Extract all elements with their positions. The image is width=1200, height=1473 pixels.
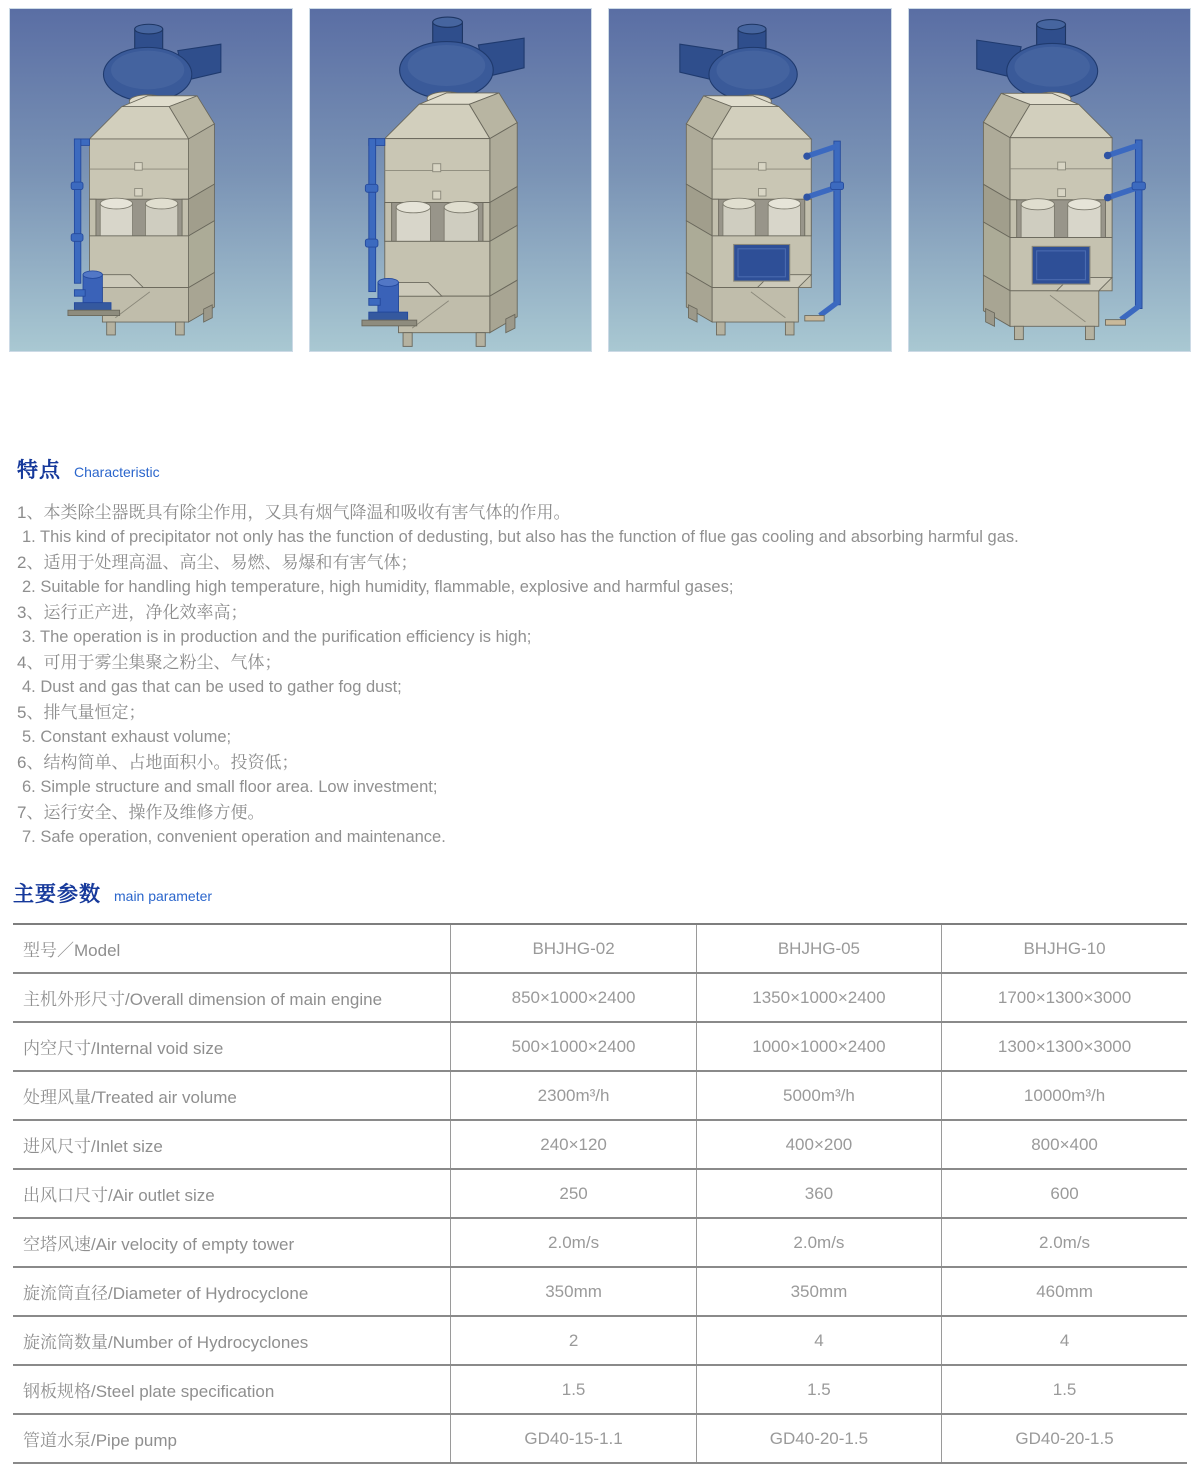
param-value-cell: 4 (696, 1316, 941, 1365)
param-model-cell: BHJHG-05 (696, 924, 941, 973)
param-value-cell: 2300m³/h (451, 1071, 696, 1120)
param-value-cell: 4 (942, 1316, 1187, 1365)
param-value-cell: 350mm (696, 1267, 941, 1316)
parameters-heading (13, 878, 1187, 908)
param-value-cell: 850×1000×2400 (451, 973, 696, 1022)
dust-collector-illustration-front-left (27, 14, 275, 346)
param-value-cell: 800×400 (942, 1120, 1187, 1169)
param-label-cell: 出风口尺寸/Air outlet size (13, 1169, 451, 1218)
characteristic-item-en: 4. Dust and gas that can be used to gather fog dust; (22, 678, 402, 696)
characteristic-item-cn: 4、可用于雾尘集聚之粉尘、气体； (17, 653, 282, 672)
parameters-table-body (13, 924, 1187, 1463)
param-value-cell: 360 (696, 1169, 941, 1218)
table-row (13, 973, 1187, 1022)
param-value-cell: 500×1000×2400 (451, 1022, 696, 1071)
product-render-panel-4 (908, 8, 1192, 352)
param-value-cell: 2.0m/s (451, 1218, 696, 1267)
param-label-cell: 主机外形尺寸/Overall dimension of main engine (13, 973, 451, 1022)
dust-collector-illustration-front-right-near (922, 9, 1177, 351)
param-value-cell: 350mm (451, 1267, 696, 1316)
param-label-cell: 旋流筒数量/Number of Hydrocyclones (13, 1316, 451, 1365)
param-value-cell: 5000m³/h (696, 1071, 941, 1120)
table-row (13, 1267, 1187, 1316)
param-value-cell: 1.5 (451, 1365, 696, 1414)
characteristic-item-cn: 6、结构简单、占地面积小。投资低； (17, 753, 299, 772)
param-value-cell: 460mm (942, 1267, 1187, 1316)
table-row (13, 1120, 1187, 1169)
characteristic-item-en: 5. Constant exhaust volume; (22, 728, 232, 746)
param-value-cell: 1.5 (942, 1365, 1187, 1414)
param-value-cell: 1.5 (696, 1365, 941, 1414)
param-value-cell: 1000×1000×2400 (696, 1022, 941, 1071)
param-value-cell: 240×120 (451, 1120, 696, 1169)
param-label-cell: 钢板规格/Steel plate specification (13, 1365, 451, 1414)
characteristic-item-en: 6. Simple structure and small floor area. Low investment; (22, 778, 438, 796)
characteristics-list (17, 500, 1183, 850)
table-row (13, 1218, 1187, 1267)
dust-collector-illustration-front-right (626, 14, 874, 346)
characteristics-heading (17, 454, 1183, 484)
table-row (13, 1316, 1187, 1365)
characteristic-item-cn: 2、适用于处理高温、高尘、易燃、易爆和有害气体； (17, 553, 418, 572)
characteristic-item-cn: 1、本类除尘器既具有除尘作用，又具有烟气降温和吸收有害气体的作用。 (17, 503, 571, 522)
parameters-title-en: main parameter (114, 888, 213, 904)
characteristic-item-en: 7. Safe operation, convenient operation and maintenance. (22, 828, 446, 846)
product-render-panel-2 (309, 8, 593, 352)
characteristics-section (0, 454, 1200, 850)
param-value-cell: GD40-15-1.1 (451, 1414, 696, 1463)
characteristic-item-en: 2. Suitable for handling high temperature, high humidity, flammable, explosive and harmful gases; (22, 578, 734, 596)
characteristic-item-en: 3. The operation is in production and the purification efficiency is high; (22, 628, 532, 646)
parameters-table (13, 923, 1187, 1464)
param-value-cell: 10000m³/h (942, 1071, 1187, 1120)
product-render-panel-3 (608, 8, 892, 352)
param-label-cell: 空塔风速/Air velocity of empty tower (13, 1218, 451, 1267)
param-value-cell: 600 (942, 1169, 1187, 1218)
table-row (13, 1414, 1187, 1463)
param-value-cell: 2 (451, 1316, 696, 1365)
param-label-cell: 内空尺寸/Internal void size (13, 1022, 451, 1071)
dust-collector-illustration-front-left-near (319, 8, 582, 352)
table-row (13, 1071, 1187, 1120)
param-label-cell: 处理风量/Treated air volume (13, 1071, 451, 1120)
table-row (13, 1365, 1187, 1414)
table-row (13, 1022, 1187, 1071)
parameters-section (0, 878, 1200, 1464)
table-row-model (13, 924, 1187, 973)
param-label-cell: 型号／Model (13, 924, 451, 973)
param-model-cell: BHJHG-02 (451, 924, 696, 973)
param-value-cell: 2.0m/s (696, 1218, 941, 1267)
param-value-cell: GD40-20-1.5 (696, 1414, 941, 1463)
param-label-cell: 进风尺寸/Inlet size (13, 1120, 451, 1169)
param-value-cell: 1300×1300×3000 (942, 1022, 1187, 1071)
characteristic-item-cn: 7、运行安全、操作及维修方便。 (17, 803, 265, 822)
product-render-panel-1 (9, 8, 293, 352)
parameters-title-cn: 主要参数 (13, 883, 101, 906)
characteristics-title-en: Characteristic (74, 464, 160, 480)
characteristic-item-cn: 3、运行正产进，净化效率高； (17, 603, 248, 622)
param-value-cell: GD40-20-1.5 (942, 1414, 1187, 1463)
param-value-cell: 250 (451, 1169, 696, 1218)
characteristic-item-cn: 5、排气量恒定； (17, 703, 146, 722)
product-gallery (0, 0, 1200, 352)
table-row (13, 1169, 1187, 1218)
param-label-cell: 管道水泵/Pipe pump (13, 1414, 451, 1463)
param-value-cell: 2.0m/s (942, 1218, 1187, 1267)
characteristics-title-cn: 特点 (17, 459, 61, 482)
param-value-cell: 400×200 (696, 1120, 941, 1169)
param-model-cell: BHJHG-10 (942, 924, 1187, 973)
param-label-cell: 旋流筒直径/Diameter of Hydrocyclone (13, 1267, 451, 1316)
characteristic-item-en: 1. This kind of precipitator not only has the function of dedusting, but also has the function of flue gas cooling and absorbing harmful gas. (22, 528, 1019, 546)
param-value-cell: 1350×1000×2400 (696, 973, 941, 1022)
param-value-cell: 1700×1300×3000 (942, 973, 1187, 1022)
